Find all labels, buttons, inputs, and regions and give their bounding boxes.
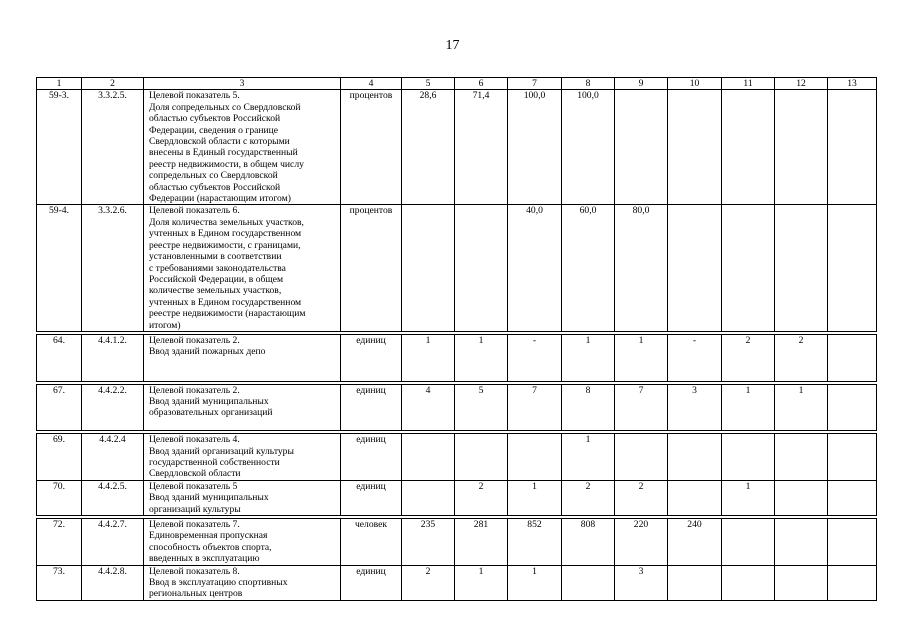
description-line: Свердловской области	[149, 468, 241, 480]
description-line: Целевой показатель 5.	[149, 90, 240, 102]
value-cell	[828, 90, 877, 205]
indicators-table	[36, 77, 877, 601]
description-line: Целевой показатель 8.	[149, 565, 240, 577]
value-cell	[402, 205, 455, 331]
unit-cell: единиц	[341, 565, 402, 600]
value-cell	[828, 334, 877, 381]
value-cell	[455, 205, 508, 331]
value-cell	[668, 480, 722, 515]
value-cell: 240	[668, 519, 722, 566]
indicator-description	[144, 434, 341, 481]
value-cell: 2	[455, 480, 508, 515]
value-cell: 1	[722, 480, 775, 515]
indicator-description	[144, 565, 341, 600]
description-line: Федерации, сведения о границе	[149, 124, 279, 136]
value-cell	[615, 434, 668, 481]
value-cell: -	[508, 334, 562, 381]
description-line: реестре недвижимости (нарастающим	[149, 308, 306, 320]
value-cell: 1	[775, 384, 828, 431]
table-body	[37, 78, 877, 601]
row-number: 67.	[37, 384, 82, 431]
value-cell: 281	[455, 519, 508, 566]
unit-cell: единиц	[341, 434, 402, 481]
header-cell: 6	[455, 78, 508, 90]
description-line: Целевой показатель 6.	[149, 205, 240, 217]
description-line: государственной собственности	[149, 457, 280, 468]
value-cell: 3	[615, 565, 668, 600]
value-cell: 1	[455, 565, 508, 600]
unit-cell: единиц	[341, 480, 402, 515]
table-row	[37, 519, 877, 566]
value-cell	[828, 205, 877, 331]
value-cell	[828, 384, 877, 431]
description-line: сопредельных со Свердловской	[149, 170, 278, 182]
table-row	[37, 90, 877, 205]
value-cell	[615, 90, 668, 205]
value-cell	[775, 90, 828, 205]
table-container	[36, 77, 876, 601]
value-cell	[508, 434, 562, 481]
item-code: 4.4.2.2.	[82, 384, 144, 431]
value-cell: 4	[402, 384, 455, 431]
header-cell: 4	[341, 78, 402, 90]
value-cell	[402, 480, 455, 515]
description-line: образовательных организаций	[149, 407, 273, 419]
value-cell: 220	[615, 519, 668, 566]
description-line: организаций культуры	[149, 503, 241, 515]
row-number: 73.	[37, 565, 82, 600]
description-line: учтенных в Едином государственном	[149, 228, 302, 240]
description-line: Целевой показатель 7.	[149, 519, 240, 531]
unit-cell: человек	[341, 519, 402, 566]
description-line: Ввод зданий пожарных депо	[149, 346, 266, 358]
value-cell: 71,4	[455, 90, 508, 205]
indicator-description	[144, 519, 341, 566]
value-cell	[722, 519, 775, 566]
value-cell	[722, 565, 775, 600]
header-cell: 7	[508, 78, 562, 90]
indicator-description	[144, 384, 341, 431]
row-number: 59-3.	[37, 90, 82, 205]
indicator-description	[144, 334, 341, 381]
value-cell	[775, 519, 828, 566]
value-cell: 1	[562, 434, 615, 481]
value-cell	[775, 434, 828, 481]
table-row	[37, 205, 877, 331]
description-line: Целевой показатель 5	[149, 480, 238, 492]
row-number: 69.	[37, 434, 82, 481]
value-cell: 2	[562, 480, 615, 515]
value-cell: 2	[775, 334, 828, 381]
description-line: учтенных в Едином государственном	[149, 296, 302, 308]
value-cell	[562, 565, 615, 600]
description-line: Ввод в эксплуатацию спортивных	[149, 577, 288, 589]
value-cell: 808	[562, 519, 615, 566]
table-row	[37, 334, 877, 381]
description-line: Ввод зданий организаций культуры	[149, 445, 294, 457]
description-line: региональных центров	[149, 588, 243, 600]
description-line: областью субъектов Российской	[149, 181, 281, 193]
value-cell	[668, 90, 722, 205]
description-line: внесены в Единый государственный	[149, 147, 298, 159]
value-cell	[455, 434, 508, 481]
unit-cell: процентов	[341, 205, 402, 331]
value-cell: 7	[615, 384, 668, 431]
header-cell: 10	[668, 78, 722, 90]
value-cell: 1	[402, 334, 455, 381]
value-cell	[775, 480, 828, 515]
unit-cell: единиц	[341, 384, 402, 431]
description-line: Российской Федерации, в общем	[149, 273, 284, 285]
value-cell: 1	[722, 384, 775, 431]
value-cell	[402, 434, 455, 481]
description-line: способность объектов спорта,	[149, 541, 272, 553]
header-cell: 2	[82, 78, 144, 90]
value-cell	[775, 565, 828, 600]
value-cell: 5	[455, 384, 508, 431]
value-cell: 8	[562, 384, 615, 431]
description-line: Федерации (нарастающим итогом)	[149, 193, 291, 205]
value-cell: 1	[508, 480, 562, 515]
header-cell: 11	[722, 78, 775, 90]
description-line: Доля сопредельных со Свердловской	[149, 101, 301, 113]
description-line: установленными в соответствии	[149, 251, 282, 263]
value-cell	[668, 205, 722, 331]
value-cell: 60,0	[562, 205, 615, 331]
description-line: реестре недвижимости, с границами,	[149, 239, 301, 251]
description-line: Ввод зданий муниципальных	[149, 395, 269, 407]
item-code: 3.3.2.6.	[82, 205, 144, 331]
description-line: Целевой показатель 2.	[149, 334, 240, 346]
value-cell	[722, 90, 775, 205]
value-cell: 80,0	[615, 205, 668, 331]
value-cell: 7	[508, 384, 562, 431]
value-cell	[828, 434, 877, 481]
value-cell: 28,6	[402, 90, 455, 205]
header-cell: 12	[775, 78, 828, 90]
description-line: Целевой показатель 2.	[149, 384, 240, 396]
value-cell	[668, 434, 722, 481]
row-number: 59-4.	[37, 205, 82, 331]
description-line: Свердловской области с которыми	[149, 136, 290, 148]
indicator-description	[144, 90, 341, 205]
description-line: Целевой показатель 4.	[149, 434, 240, 446]
header-cell: 13	[828, 78, 877, 90]
description-line: итогом)	[149, 319, 181, 331]
value-cell: 1	[455, 334, 508, 381]
value-cell: 1	[562, 334, 615, 381]
value-cell: 100,0	[562, 90, 615, 205]
header-cell: 9	[615, 78, 668, 90]
table-row	[37, 434, 877, 481]
table-row	[37, 565, 877, 600]
description-line: Ввод зданий муниципальных	[149, 492, 269, 504]
description-line: Доля количества земельных участков,	[149, 216, 304, 228]
table-row	[37, 480, 877, 515]
item-code: 4.4.2.5.	[82, 480, 144, 515]
header-cell: 5	[402, 78, 455, 90]
value-cell: 100,0	[508, 90, 562, 205]
row-number: 72.	[37, 519, 82, 566]
value-cell: 235	[402, 519, 455, 566]
item-code: 4.4.2.8.	[82, 565, 144, 600]
value-cell	[828, 480, 877, 515]
value-cell: -	[668, 334, 722, 381]
indicator-description	[144, 480, 341, 515]
unit-cell: процентов	[341, 90, 402, 205]
item-code: 4.4.2.4	[82, 434, 144, 481]
row-number: 70.	[37, 480, 82, 515]
row-number: 64.	[37, 334, 82, 381]
description-line: Единовременная пропускная	[149, 530, 268, 542]
value-cell: 2	[722, 334, 775, 381]
description-line: с требованиями законодательства	[149, 262, 286, 274]
item-code: 4.4.2.7.	[82, 519, 144, 566]
value-cell: 2	[615, 480, 668, 515]
item-code: 4.4.1.2.	[82, 334, 144, 381]
value-cell	[722, 205, 775, 331]
value-cell: 3	[668, 384, 722, 431]
header-cell: 1	[37, 78, 82, 90]
unit-cell: единиц	[341, 334, 402, 381]
header-cell: 8	[562, 78, 615, 90]
value-cell	[668, 565, 722, 600]
indicator-description	[144, 205, 341, 331]
page-number: 17	[445, 38, 460, 53]
table-row	[37, 384, 877, 431]
value-cell: 40,0	[508, 205, 562, 331]
description-line: областью субъектов Российской	[149, 113, 281, 125]
value-cell: 852	[508, 519, 562, 566]
value-cell	[828, 565, 877, 600]
value-cell: 1	[615, 334, 668, 381]
description-line: реестр недвижимости, в общем числу	[149, 158, 304, 170]
value-cell	[722, 434, 775, 481]
table-header-row	[37, 78, 877, 90]
value-cell	[775, 205, 828, 331]
header-cell: 3	[144, 78, 341, 90]
value-cell	[828, 519, 877, 566]
description-line: количестве земельных участков,	[149, 285, 282, 297]
item-code: 3.3.2.5.	[82, 90, 144, 205]
description-line: введенных в эксплуатацию	[149, 553, 260, 565]
value-cell: 1	[508, 565, 562, 600]
value-cell: 2	[402, 565, 455, 600]
